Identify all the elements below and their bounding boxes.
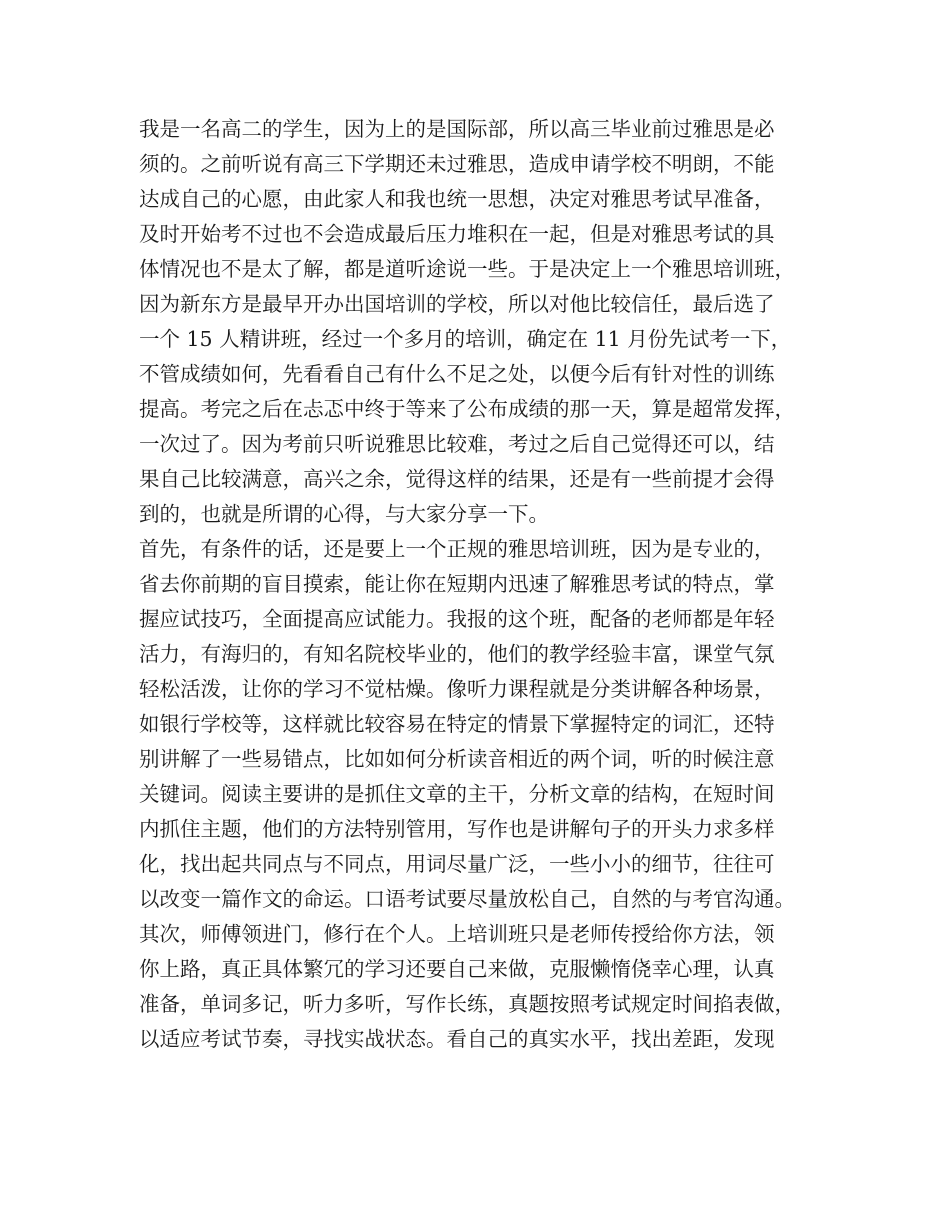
text-line: 提高。考完之后在忐忑中终于等来了公布成绩的那一天，算是超常发挥， [139, 397, 795, 421]
text-line: 内抓住主题，他们的方法特别管用，写作也是讲解句子的开头力求多样 [139, 817, 775, 841]
text-line: 准备，单词多记，听力多听，写作长练，真题按照考试规定时间掐表做， [139, 992, 795, 1016]
text-line: 首先，有条件的话，还是要上一个正规的雅思培训班，因为是专业的， [139, 537, 775, 561]
text-line: 到的，也就是所谓的心得，与大家分享一下。 [139, 502, 549, 526]
text-line: 活力，有海归的，有知名院校毕业的，他们的教学经验丰富，课堂气氛 [139, 642, 775, 666]
text-line: 握应试技巧，全面提高应试能力。我报的这个班，配备的老师都是年轻 [139, 607, 775, 631]
text-line: 轻松活泼，让你的学习不觉枯燥。像听力课程就是分类讲解各种场景， [139, 677, 775, 701]
text-line: 省去你前期的盲目摸索，能让你在短期内迅速了解雅思考试的特点，掌 [139, 572, 775, 596]
text-line: 化，找出起共同点与不同点，用词尽量广泛，一些小小的细节，往往可 [139, 852, 775, 876]
text-line: 以适应考试节奏，寻找实战状态。看自己的真实水平，找出差距，发现 [139, 1027, 775, 1051]
text-line: 一次过了。因为考前只听说雅思比较难，考过之后自己觉得还可以，结 [139, 432, 775, 456]
text-line: 因为新东方是最早开办出国培训的学校，所以对他比较信任，最后选了 [139, 292, 775, 316]
text-line: 体情况也不是太了解，都是道听途说一些。于是决定上一个雅思培训班， [139, 257, 795, 281]
text-line: 不管成绩如何，先看看自己有什么不足之处，以便今后有针对性的训练 [139, 362, 775, 386]
text-line: 果自己比较满意，高兴之余，觉得这样的结果，还是有一些前提才会得 [139, 467, 775, 491]
text-line: 如银行学校等，这样就比较容易在特定的情景下掌握特定的词汇，还特 [139, 712, 775, 736]
text-line: 达成自己的心愿，由此家人和我也统一思想，决定对雅思考试早准备， [139, 187, 775, 211]
text-line: 关键词。阅读主要讲的是抓住文章的主干，分析文章的结构，在短时间 [139, 782, 775, 806]
text-line: 你上路，真正具体繁冗的学习还要自己来做，克服懒惰侥幸心理，认真 [139, 957, 775, 981]
text-line: 我是一名高二的学生，因为上的是国际部，所以高三毕业前过雅思是必 [139, 117, 775, 141]
text-line: 须的。之前听说有高三下学期还未过雅思，造成申请学校不明朗，不能 [139, 152, 775, 176]
text-line: 以改变一篇作文的命运。口语考试要尽量放松自己，自然的与考官沟通。 [139, 887, 795, 911]
text-line: 其次，师傅领进门，修行在个人。上培训班只是老师传授给你方法，领 [139, 922, 775, 946]
text-line: 及时开始考不过也不会造成最后压力堆积在一起，但是对雅思考试的具 [139, 222, 775, 246]
text-line: 别讲解了一些易错点，比如如何分析读音相近的两个词，听的时候注意 [139, 747, 775, 771]
text-line: 一个 15 人精讲班，经过一个多月的培训，确定在 11 月份先试考一下， [139, 327, 792, 351]
document-body [139, 112, 829, 1057]
